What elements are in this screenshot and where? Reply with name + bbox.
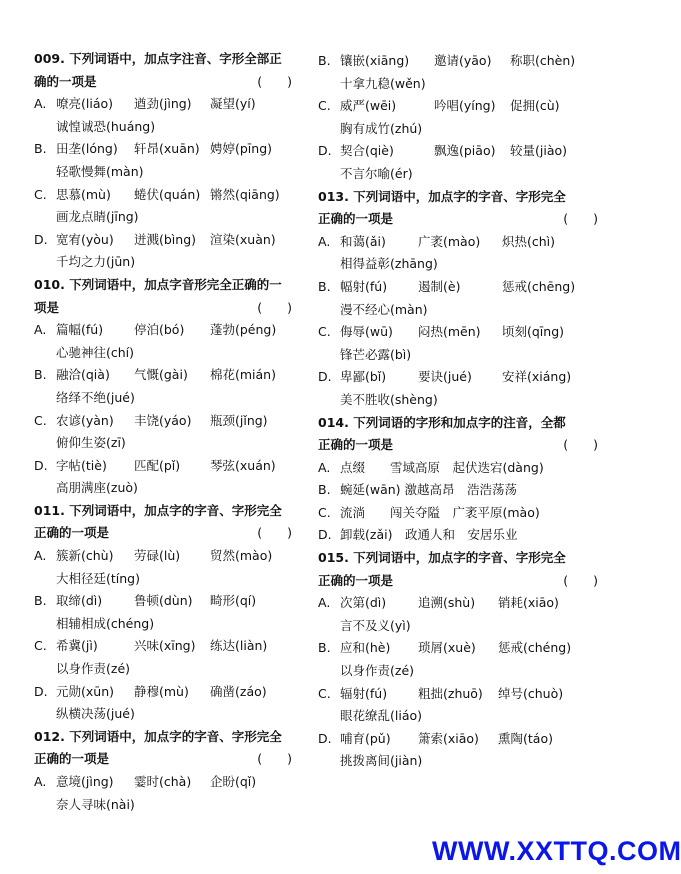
- option-b: B. 幅射(fú) 遏制(è) 惩戒(chēng) 漫不经心(màn): [318, 278, 576, 317]
- question-stem: 011. 下列词语中，加点字的字音、字形完全: [34, 502, 282, 518]
- question-013: [318, 186, 608, 412]
- question-015: [318, 547, 608, 773]
- option-c: C. 农谚(yàn) 丰饶(yáo) 瓶颈(jǐng) 俯仰生姿(zī): [34, 412, 268, 451]
- question-stem: 正确的一项是: [318, 437, 394, 453]
- option-c: C. 思慕(mù) 蜷伏(quán) 锵然(qiāng) 画龙点睛(jīng): [34, 186, 280, 225]
- option-a: A. 点缀 雪域高原 起伏迭宕(dàng): [318, 459, 544, 475]
- option-c: C. 希冀(jì) 兴味(xīng) 练达(liàn) 以身作责(zé): [34, 638, 268, 677]
- answer-blank: ( ): [257, 751, 292, 767]
- question-012: [34, 726, 302, 816]
- question-stem: 010. 下列词语中，加点字音形完全正确的一: [34, 276, 282, 292]
- answer-blank: ( ): [257, 73, 292, 89]
- option-a: A. 次第(dì) 追溯(shù) 销耗(xiāo) 言不及义(yì): [318, 595, 559, 633]
- question-stem: 正确的一项是: [34, 751, 110, 767]
- answer-blank: ( ): [257, 525, 292, 541]
- option-d: D. 宽宥(yòu) 迸溅(bìng) 渲染(xuàn) 千均之力(jūn): [34, 231, 276, 270]
- option-b: B. 田垄(lóng) 轩昂(xuān) 娉婷(pīng) 轻歌慢舞(màn): [34, 141, 273, 179]
- answer-blank: ( ): [563, 572, 598, 588]
- question-014: [318, 412, 608, 548]
- option-d: D. 卸载(zǎi) 政通人和 安居乐业: [318, 527, 518, 543]
- answer-blank: ( ): [257, 299, 292, 315]
- question-stem: 正确的一项是: [318, 572, 394, 588]
- question-010: [34, 274, 302, 500]
- option-b: B. 融洽(qià) 气慨(gài) 棉花(mián) 络绎不绝(jué): [34, 367, 276, 405]
- option-b: B. 镶嵌(xiāng) 邀请(yāo) 称职(chèn) 十拿九稳(wěn): [318, 53, 576, 91]
- option-a: A. 意境(jìng) 霎时(chà) 企盼(qǐ) 奈人寻味(nài): [34, 774, 257, 812]
- option-c: C. 侮辱(wū) 闷热(mēn) 顷刻(qīng) 锋芒必露(bì): [318, 324, 565, 362]
- option-c: C. 威严(wēi) 吟唱(yíng) 促拥(cù) 胸有成竹(zhú): [318, 98, 560, 136]
- right-column: [318, 50, 608, 773]
- option-d: D. 元勋(xūn) 静穆(mù) 确凿(záo) 纵横决荡(jué): [34, 683, 267, 722]
- question-stem: 项是: [34, 299, 60, 315]
- question-stem: 009. 下列词语中，加点字注音、字形全部正: [34, 51, 282, 66]
- option-d: D. 契合(qiè) 飘逸(piāo) 较量(jiào) 不言尔喻(ér): [318, 143, 568, 181]
- question-stem: 015. 下列词语中，加点字的字音、字形完全: [318, 550, 566, 566]
- option-a: A. 簇新(chù) 劳碌(lù) 贸然(mào) 大相径廷(tíng): [34, 548, 273, 586]
- question-012-cont: [318, 50, 608, 186]
- question-009: [34, 48, 302, 274]
- option-b: B. 蜿延(wān) 激越高昂 浩浩荡荡: [318, 482, 518, 498]
- question-stem: 014. 下列词语的字形和加点字的注音，全都: [318, 414, 566, 430]
- option-a: A. 篇幅(fú) 停泊(bó) 蓬勃(péng) 心驰神往(chí): [34, 322, 277, 360]
- question-stem: 013. 下列词语中，加点字的字音、字形完全: [318, 188, 566, 204]
- site-watermark: WWW.XXTTQ.COM: [432, 836, 681, 866]
- question-stem: 正确的一项是: [34, 525, 110, 541]
- question-stem: 012. 下列词语中，加点字的字音、字形完全: [34, 728, 282, 744]
- answer-blank: ( ): [563, 437, 598, 453]
- option-d: D. 字帖(tiè) 匹配(pǐ) 琴弦(xuán) 高朋满座(zuò): [34, 457, 276, 496]
- option-d: D. 卑鄙(bǐ) 要诀(jué) 安祥(xiáng) 美不胜收(shèng): [318, 369, 572, 407]
- question-011: [34, 500, 302, 726]
- option-c: C. 流淌 闯关夺隘 广袤平原(mào): [318, 504, 540, 520]
- question-stem: 确的一项是: [34, 73, 97, 89]
- option-b: B. 取缔(dì) 鲁顿(dùn) 畸形(qí) 相辅相成(chéng): [34, 593, 257, 631]
- option-b: B. 应和(hè) 琐屑(xuè) 惩戒(chéng) 以身作责(zé): [318, 640, 572, 679]
- option-d: D. 哺育(pǔ) 箫索(xiāo) 熏陶(táo) 挑拨离间(jiàn): [318, 730, 553, 769]
- option-c: C. 辐射(fú) 粗拙(zhuō) 绰号(chuò) 眼花缭乱(liáo): [318, 685, 564, 724]
- left-column: [34, 48, 302, 816]
- option-a: A. 嘹亮(liáo) 遒劲(jìng) 凝望(yí) 诚惶诚恐(huáng): [34, 96, 256, 134]
- answer-blank: ( ): [563, 211, 598, 227]
- option-a: A. 和蔼(ǎi) 广袤(mào) 炽热(chì) 相得益彰(zhāng): [318, 233, 556, 272]
- question-stem: 正确的一项是: [318, 211, 394, 227]
